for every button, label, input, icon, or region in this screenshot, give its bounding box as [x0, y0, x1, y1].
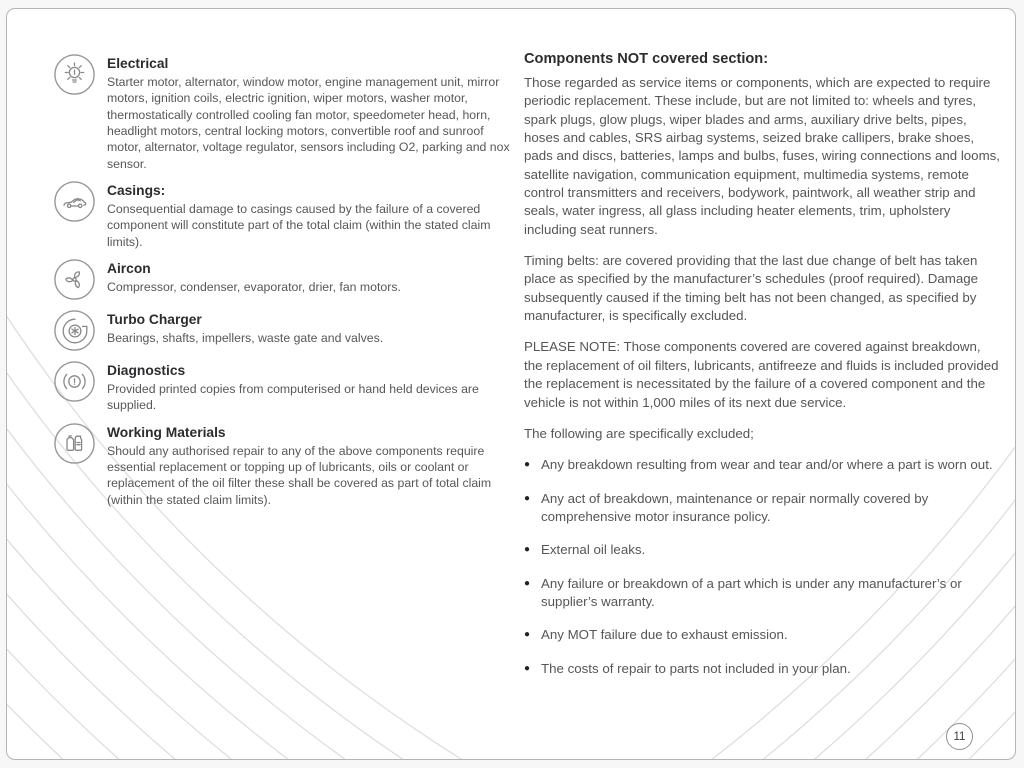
section-electrical — [53, 53, 515, 172]
not-covered-paragraph: Those regarded as service items or components, which are expected to require periodic replacement. These include, but are not limited to: wheels and tyres, spark plugs, glow plugs, wiper blades and arms, auxiliary drive belts, pipes, hoses and cables, SRS airbag systems, seized brake callipers, brake shoes, pads and discs, batteries, lamps and bulbs, fuses, wiring connections and looms, satellite navigation, communication equipment, multimedia systems, remote control transmitters and receivers, bodywork, paintwork, all weather strip and seals, water ingress, all glass including heater elements, trim, upholstery including seat runners. — [524, 75, 1000, 237]
excluded-item: ● Any act of breakdown, maintenance or repair normally covered by comprehensive motor insurance policy. — [524, 490, 1000, 527]
section-title: Working Materials — [107, 424, 226, 440]
not-covered-column — [524, 51, 1000, 693]
section-title: Aircon — [107, 261, 151, 277]
timing-belts-paragraph: Timing belts: are covered providing that the last due change of belt has taken place as specified by the manufacturer’s schedules (proof required). Damage subsequently caused if the timing belt has not been changed, as specified by manufacturer, is specifically excluded. — [524, 253, 979, 324]
section-title: Electrical — [107, 56, 169, 71]
excluded-item: ● Any breakdown resulting from wear and tear and/or where a part is worn out. — [524, 456, 1000, 474]
page-number: 11 — [953, 730, 966, 743]
excluded-item: ● The costs of repair to parts not included in your plan. — [524, 660, 1000, 678]
section-casings — [53, 180, 515, 250]
brake-warning-icon — [53, 360, 96, 403]
page-number-badge — [946, 723, 973, 750]
section-body: Should any authorised repair to any of the above components require essential replacement or topping up of lubricants, oils or coolant or replacement of the oil filter these shall be covered as part of total claim (within the stated claim limits). — [107, 443, 492, 507]
turbo-icon — [53, 309, 96, 352]
lightbulb-icon — [53, 53, 96, 96]
please-note-paragraph: PLEASE NOTE: Those components covered are covered against breakdown, the replacement of oil filters, lubricants, antifreeze and fluids is included provided the replacement is necessitated by the failure of a covered component and the vehicle is not within 1,000 miles of its next due service. — [524, 339, 999, 410]
section-title: Diagnostics — [107, 363, 186, 379]
excluded-list — [524, 456, 1000, 678]
section-working-materials — [53, 422, 515, 508]
covered-components-column — [53, 53, 515, 516]
not-covered-heading: Components NOT covered section: — [524, 51, 769, 67]
section-body: Provided printed copies from computerised or hand held devices are supplied. — [107, 382, 479, 413]
section-body: Bearings, shafts, impellers, waste gate and valves. — [107, 331, 384, 346]
section-body: Starter motor, alternator, window motor, engine management unit, mirror motors, ignition coils, electric ignition, wiper motors, washer motor, thermostatically controlled cooling fan motor, speedometer head, horn, headlight motors, central locking motors, convertible roof and sunroof motor, alternator, voltage regulator, sensors including O2, parking and nox sensor. — [107, 75, 510, 171]
section-title: Turbo Charger — [107, 312, 202, 328]
section-title: Casings: — [107, 183, 166, 199]
section-turbo-charger — [53, 309, 515, 352]
excluded-item: ● Any MOT failure due to exhaust emission. — [524, 626, 1000, 644]
excluded-item: ● External oil leaks. — [524, 541, 1000, 559]
section-diagnostics — [53, 360, 515, 414]
excluded-item: ● Any failure or breakdown of a part which is under any manufacturer’s or supplier’s warranty. — [524, 575, 1000, 612]
section-body: Compressor, condenser, evaporator, drier, fan motors. — [107, 280, 401, 295]
fan-icon — [53, 258, 96, 301]
section-body: Consequential damage to casings caused by the failure of a covered component will constitute part of the total claim (within the stated claim limits). — [107, 202, 491, 249]
car-icon — [53, 180, 96, 223]
section-aircon — [53, 258, 515, 301]
document-page — [6, 8, 1016, 760]
excluded-intro: The following are specifically excluded; — [524, 425, 754, 441]
oil-containers-icon — [53, 422, 96, 465]
